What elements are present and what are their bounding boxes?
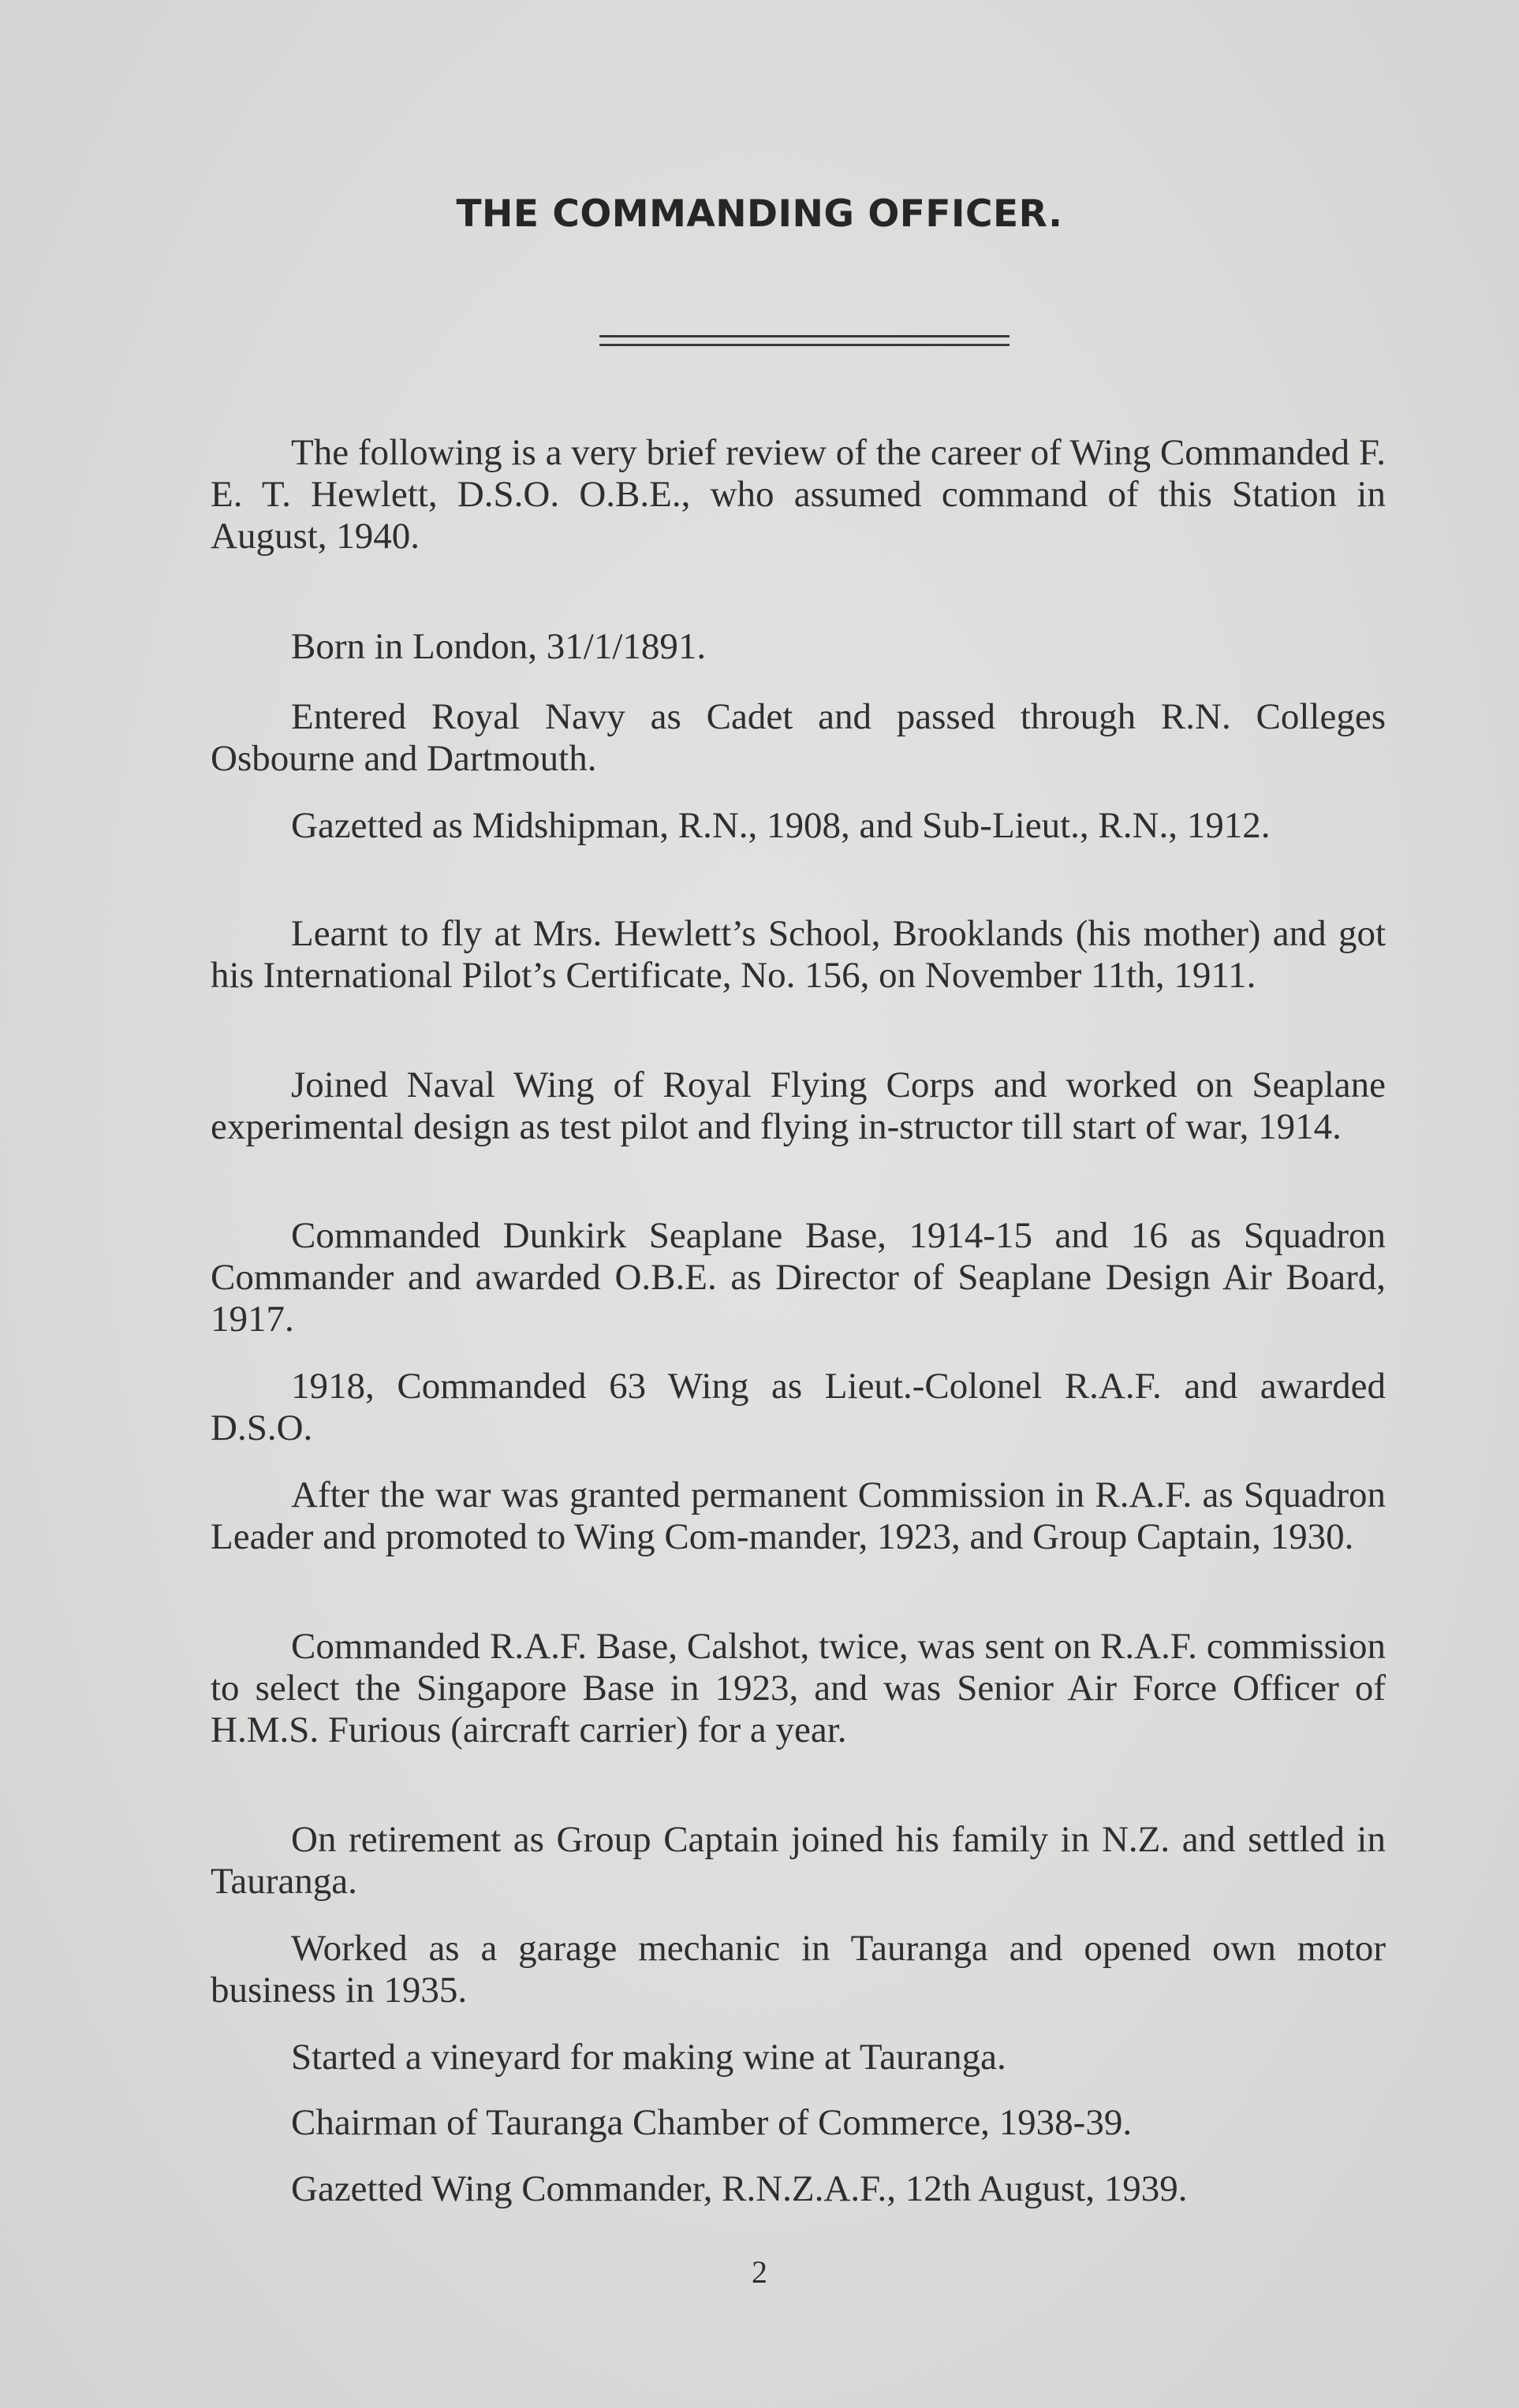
paragraph-chamber: Chairman of Tauranga Chamber of Commerce, 1938-39. (291, 2102, 1133, 2143)
page-title: THE COMMANDING OFFICER. (456, 192, 1063, 236)
paragraph-63-wing: 1918, Commanded 63 Wing as Lieut.-Colonel R.A.F. and awarded D.S.O. (211, 1366, 1386, 1448)
paragraph-royal-navy: Entered Royal Navy as Cadet and passed through R.N. Colleges Osbourne and Dartmouth. (211, 696, 1386, 779)
paragraph-garage: Worked as a garage mechanic in Tauranga and opened own motor business in 1935. (211, 1928, 1386, 2011)
page-number: 2 (752, 2254, 767, 2290)
title-rule-bottom (599, 344, 1010, 346)
title-rule-top (599, 335, 1010, 337)
paragraph-born: Born in London, 31/1/1891. (291, 626, 707, 667)
paragraph-dunkirk: Commanded Dunkirk Seaplane Base, 1914-15 and 16 as Squadron Commander and awarded O.B.E. as Director of Seaplane Design Air Board, 1917. (211, 1215, 1386, 1340)
paragraph-after-war: After the war was granted permanent Commission in R.A.F. as Squadron Leader and promoted to Wing Com-mander, 1923, and Group Captain, 1930. (211, 1474, 1386, 1557)
paragraph-gazetted: Gazetted Wing Commander, R.N.Z.A.F., 12th August, 1939. (291, 2168, 1188, 2209)
paragraph-calshot: Commanded R.A.F. Base, Calshot, twice, was sent on R.A.F. commission to select the Singapore Base in 1923, and was Senior Air Force Officer of H.M.S. Furious (aircraft carrier) for a year. (211, 1626, 1386, 1750)
paragraph-intro: The following is a very brief review of the career of Wing Commanded F. E. T. Hewlett, D.S.O. O.B.E., who assumed command of this Station in August, 1940. (211, 432, 1386, 557)
paragraph-midshipman: Gazetted as Midshipman, R.N., 1908, and Sub-Lieut., R.N., 1912. (291, 805, 1271, 846)
paragraph-vineyard: Started a vineyard for making wine at Tauranga. (291, 2037, 1006, 2078)
paragraph-retirement: On retirement as Group Captain joined his family in N.Z. and settled in Tauranga. (211, 1819, 1386, 1902)
paragraph-learnt-to-fly: Learnt to fly at Mrs. Hewlett’s School, Brooklands (his mother) and got his International Pilot’s Certificate, No. 156, on November 11th, 1911. (211, 913, 1386, 996)
paragraph-naval-wing: Joined Naval Wing of Royal Flying Corps and worked on Seaplane experimental design as test pilot and flying in-structor till start of war, 1914. (211, 1064, 1386, 1147)
